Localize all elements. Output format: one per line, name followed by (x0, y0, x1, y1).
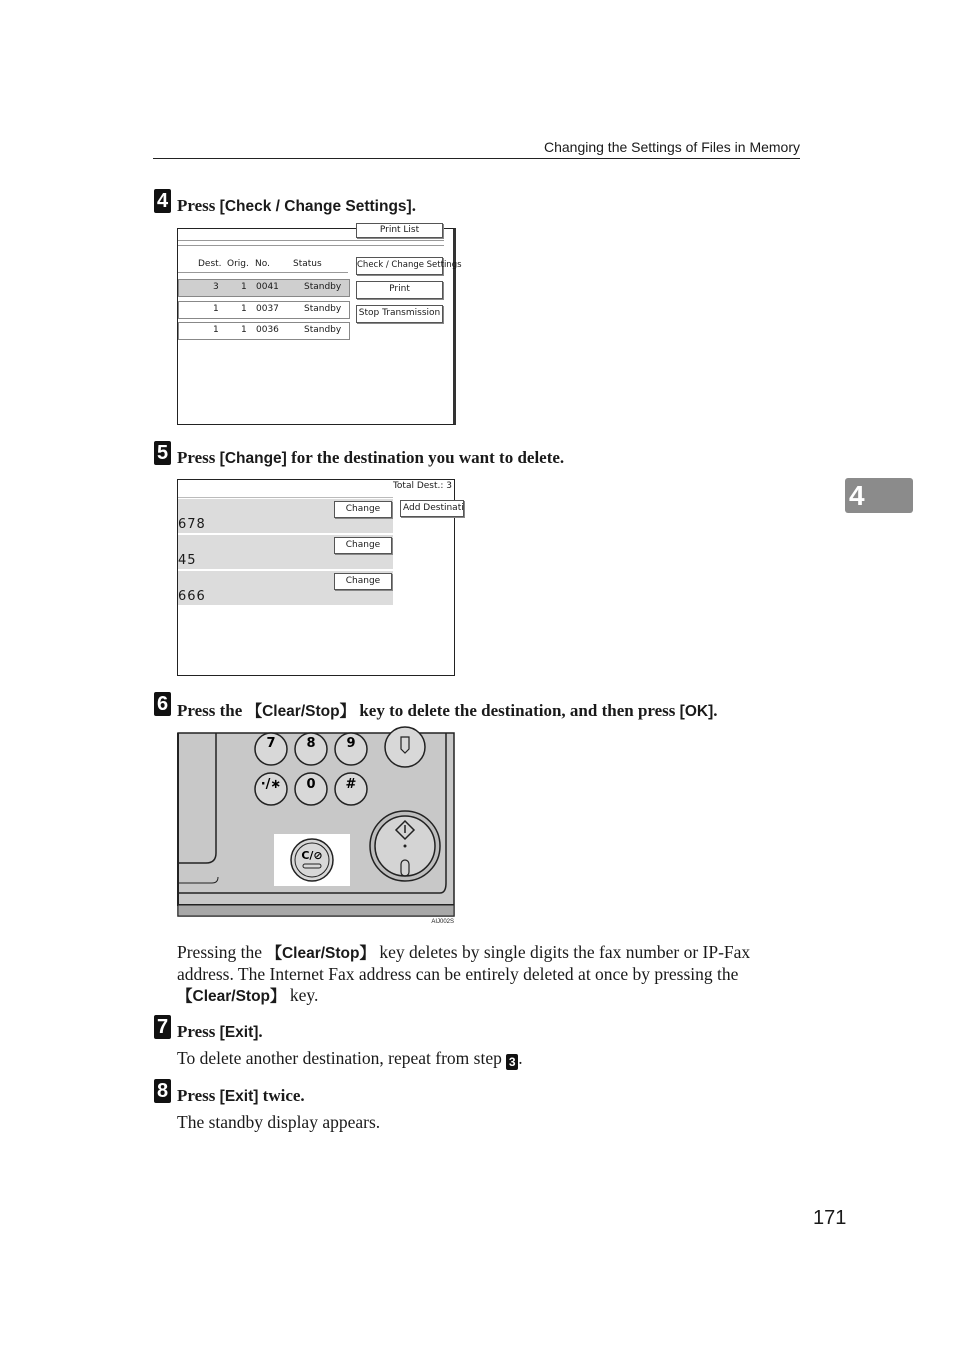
key-label: 【Clear/Stop】 (177, 988, 286, 1005)
step-title-text: Press (177, 1086, 220, 1105)
cell-no: 0041 (256, 282, 279, 292)
header-rule (153, 158, 800, 159)
cell-dest: 3 (213, 282, 219, 292)
chapter-tab-number: 4 (849, 480, 865, 511)
step-body (177, 1048, 523, 1070)
divider (178, 272, 348, 273)
step-title-text: Press (177, 1022, 220, 1041)
control-panel-drawing (178, 733, 454, 916)
key-label: [Exit] (219, 1088, 259, 1105)
key-label: [OK] (679, 703, 714, 720)
destination-number: 678 (178, 517, 206, 532)
running-head: Changing the Settings of Files in Memory (543, 139, 800, 155)
column-header: Status (293, 259, 322, 269)
key-label: 0 (306, 777, 316, 792)
divider (178, 240, 444, 241)
step-title-text: key to delete the destination, and then press (355, 701, 680, 720)
step-title-text: . (411, 196, 416, 215)
step-title-text: Press the (177, 701, 247, 720)
step-body (177, 942, 802, 1007)
key-label: ·/∗ (260, 777, 282, 792)
cell-no: 0037 (256, 304, 279, 314)
cell-orig: 1 (241, 282, 247, 292)
step-badge: 6 (154, 692, 171, 716)
key-label: 7 (266, 736, 276, 751)
change-button[interactable]: Change (334, 537, 392, 554)
total-destinations: Total Dest.: 3 (392, 481, 452, 491)
job-list-screen (177, 225, 462, 425)
column-header: Dest. (198, 259, 222, 269)
cell-orig: 1 (241, 325, 247, 335)
key-label: [Exit] (219, 1024, 259, 1041)
cell-status: Standby (304, 304, 342, 314)
step-title-text: . (713, 701, 718, 720)
destination-number: 666 (178, 589, 206, 604)
step-badge: 7 (154, 1015, 171, 1039)
key-label: # (345, 777, 357, 792)
body-text: . (518, 1048, 523, 1068)
step-badge: 4 (154, 189, 171, 213)
step-title-text: Press (177, 448, 220, 467)
key-label: 【Clear/Stop】 (246, 703, 356, 720)
step-reference-badge: 3 (506, 1054, 518, 1070)
key-label: [Check / Change Settings] (219, 198, 412, 215)
list-item (178, 499, 393, 535)
body-text: To delete another destination, repeat from step (177, 1048, 507, 1068)
list-item (178, 535, 393, 571)
table-row[interactable] (178, 279, 350, 297)
step-title-text: twice. (258, 1086, 305, 1105)
print-list-button[interactable]: Print List (356, 223, 443, 238)
step-title-text: Press (177, 196, 220, 215)
destination-number: 45 (178, 553, 197, 568)
check-change-settings-button[interactable]: Check / Change Settings (356, 257, 443, 275)
change-button[interactable]: Change (334, 501, 392, 518)
step-title (177, 448, 564, 468)
cell-status: Standby (304, 282, 342, 292)
stop-transmission-button[interactable]: Stop Transmission (356, 305, 443, 323)
cell-dest: 1 (213, 325, 219, 335)
cell-dest: 1 (213, 304, 219, 314)
body-text: Pressing the (177, 942, 267, 962)
table-row[interactable] (178, 301, 350, 319)
step-title (177, 1022, 263, 1042)
step-title (177, 196, 416, 216)
divider (178, 245, 444, 246)
step-title-text: . (258, 1022, 263, 1041)
column-header: Orig. (227, 259, 249, 269)
step-body: The standby display appears. (177, 1112, 381, 1132)
step-badge: 5 (154, 441, 171, 465)
list-item (178, 571, 393, 607)
step-title-text: for the destination you want to delete. (286, 448, 565, 467)
divider (178, 497, 393, 498)
body-text: key deletes by single digits the fax number or IP-Fax address. The Internet Fax address can be entirely deleted at once by pressing the (177, 942, 751, 984)
key-label: 8 (306, 736, 316, 751)
cell-orig: 1 (241, 304, 247, 314)
cell-no: 0036 (256, 325, 279, 335)
chapter-tab (845, 478, 913, 513)
page-number: 171 (813, 1207, 847, 1229)
figure-code: AIJ002S (431, 919, 454, 925)
add-destination-button[interactable]: Add Destinati (400, 500, 464, 517)
column-header: No. (255, 259, 270, 269)
table-row[interactable] (178, 322, 350, 340)
key-label: 9 (346, 736, 356, 751)
control-panel-illustration (178, 733, 454, 925)
step-title (177, 699, 718, 721)
change-button[interactable]: Change (334, 573, 392, 590)
step-badge: 8 (154, 1079, 171, 1103)
key-label: [Change] (219, 450, 287, 467)
step-title (177, 1086, 305, 1106)
body-text: key. (285, 985, 319, 1005)
print-button[interactable]: Print (356, 281, 443, 299)
clear-stop-label: C/⊘ (301, 849, 323, 862)
memory-key[interactable] (385, 727, 425, 767)
key-label: 【Clear/Stop】 (266, 945, 375, 962)
destination-list-screen (177, 479, 464, 676)
cell-status: Standby (304, 325, 342, 335)
